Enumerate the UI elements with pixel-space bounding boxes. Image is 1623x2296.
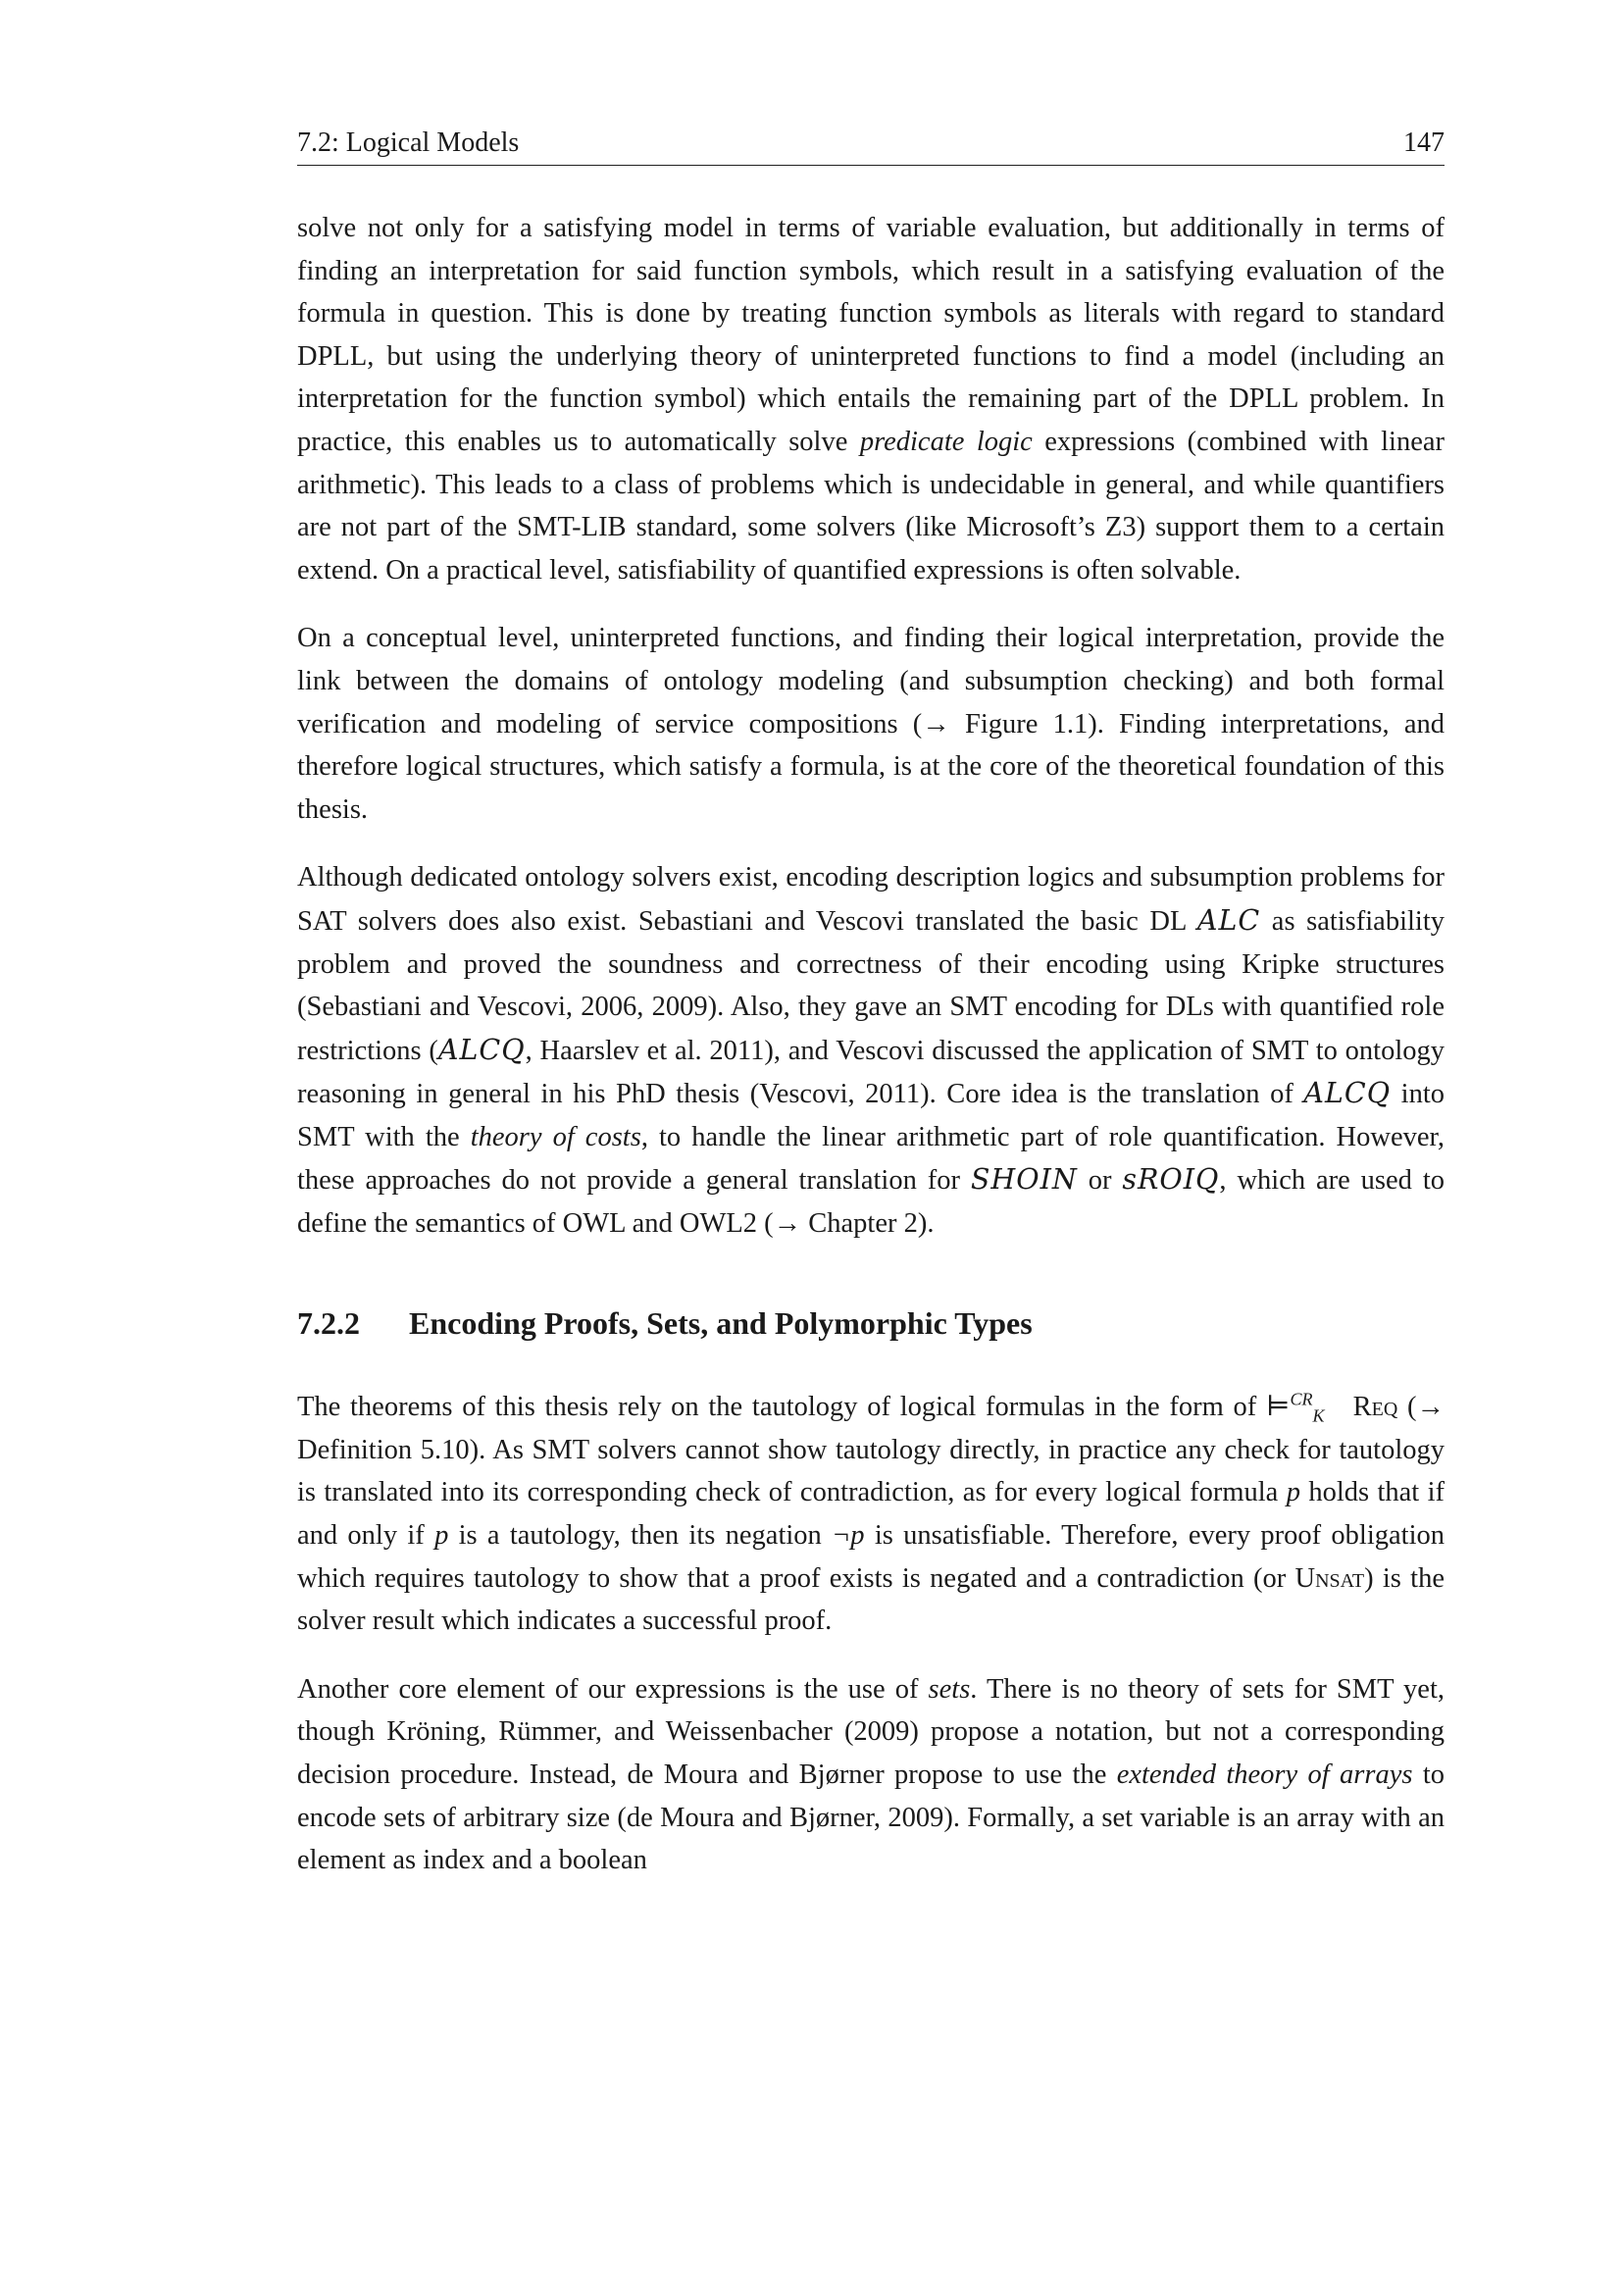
header-section-title: 7.2: Logical Models (297, 128, 520, 158)
dl-alcq: ALCQ (437, 1033, 526, 1066)
req-term: Req (1352, 1392, 1398, 1423)
page-number: 147 (1403, 128, 1445, 158)
paragraph-3-part-7: , which are used to define the semantics of OWL and OWL2 (→ Chapter 2). (297, 1165, 1445, 1240)
paragraph-3-part-5: , to handle the linear arithmetic part of role quantification. However, these approaches do not provide a general translation for (297, 1121, 1445, 1197)
dl-sroiq: sROIQ (1122, 1163, 1220, 1197)
paragraph-4-part-1: The theorems of this thesis rely on the tautology of logical formulas in the form of (297, 1392, 1266, 1423)
paragraph-5-part-3: to encode sets of arbitrary size (de Moura and Bjørner, 2009). Formally, a set variable is an array with an element as index and a boolean (297, 1760, 1445, 1876)
paragraph-4-part-6: ) is the solver result which indicates a successful proof. (297, 1562, 1445, 1637)
emphasis-theory-of-costs: theory of costs (470, 1121, 641, 1152)
models-superscript: CR (1290, 1389, 1313, 1409)
dl-alcq: ALCQ (1303, 1077, 1392, 1110)
paragraph-3-part-1: Although dedicated ontology solvers exist, encoding description logics and subsumption problems for SAT solvers does also exist. Sebastiani and Vescovi translated the basic DL (297, 862, 1445, 937)
paragraph-3-part-2: as satisfiability problem and proved the soundness and correctness of their encoding using Kripke structures (Sebastiani and Vescovi, 2006, 2009). Also, they gave an SMT encoding for DLs with quantified role restrictions ( (297, 905, 1445, 1066)
paragraph-2: On a conceptual level, uninterpreted functions, and finding their logical interpretation, provide the link between the domains of ontology modeling (and subsumption checking) and both formal verification and modeling of service compositions (→ Figure 1.1). Finding interpretations, and therefore logical structures, which satisfy a formula, is at the core of the theoretical foundation of this thesis. (297, 623, 1445, 825)
unsat-term: Unsat (1294, 1562, 1365, 1594)
section-title: Encoding Proofs, Sets, and Polymorphic Types (409, 1304, 1033, 1341)
paragraph-4-part-2: (→ Definition 5.10). As SMT solvers cannot show tautology directly, in practice any check for tautology is translated into its corresponding check of contradiction, as for every logical formula (297, 1392, 1445, 1508)
paragraph-3-part-6: or (1077, 1165, 1123, 1197)
paragraph-4-part-5: is unsatisfiable. Therefore, every proof obligation which requires tautology to show that a proof exists is negated and a contradiction (or (297, 1520, 1445, 1594)
variable-p: p (434, 1520, 449, 1552)
section-heading (297, 1302, 1445, 1346)
negated-p: ¬p (832, 1520, 865, 1552)
paragraph-4 (297, 1386, 1445, 1643)
models-symbol: ⊨ (1265, 1392, 1291, 1423)
section-number: 7.2.2 (297, 1304, 360, 1341)
emphasis-extended-theory-of-arrays: extended theory of arrays (1116, 1760, 1413, 1790)
dl-shoin: SHOIN (970, 1163, 1078, 1197)
body-text (297, 207, 1445, 1882)
paragraph-3-part-3: , Haarslev et al. 2011), and Vescovi discussed the application of SMT to ontology reasoning in general in his PhD thesis (Vescovi, 2011). Core idea is the translation of (297, 1035, 1445, 1110)
emphasis-sets: sets (928, 1673, 971, 1705)
models-subscript: K (1312, 1405, 1325, 1426)
dl-alc: ALC (1196, 903, 1261, 937)
paragraph-5-part-1: Another core element of our expressions is the use of (297, 1673, 929, 1705)
paragraph-1-part-1: solve not only for a satisfying model in terms of variable evaluation, but additionally in terms of finding an interpretation for said function symbols, which result in a satisfying evaluation of the formula in question. This is done by treating function symbols as literals with regard to standard DPLL, but using the underlying theory of uninterpreted functions to find a model (including an interpretation for the function symbol) which entails the remaining part of the DPLL problem. In practice, this enables us to automatically solve (297, 213, 1445, 457)
emphasis-predicate-logic: predicate logic (859, 426, 1033, 457)
running-header (297, 128, 1445, 166)
paragraph-3-part-4: into SMT with the (297, 1079, 1445, 1152)
paragraph-5-part-2: . There is no theory of sets for SMT yet, though Kröning, Rümmer, and Weissenbacher (2009) propose a notation, but not a corresponding decision procedure. Instead, de Moura and Bjørner propose to use the (297, 1673, 1445, 1790)
paragraph-5 (297, 1668, 1445, 1882)
paragraph-1 (297, 207, 1445, 591)
paragraph-4-part-3: holds that if and only if (297, 1477, 1445, 1552)
paragraph-3 (297, 856, 1445, 1245)
paragraph-1-part-2: expressions (combined with linear arithmetic). This leads to a class of problems which is undecidable in general, and while quantifiers are not part of the SMT-LIB standard, some solvers (like Microsoft’s Z3) support them to a certain extend. On a practical level, satisfiability of quantified expressions is often solvable. (297, 426, 1445, 586)
paragraph-4-part-4: is a tautology, then its negation (448, 1520, 833, 1552)
variable-p: p (1286, 1477, 1300, 1508)
page (297, 128, 1445, 1908)
